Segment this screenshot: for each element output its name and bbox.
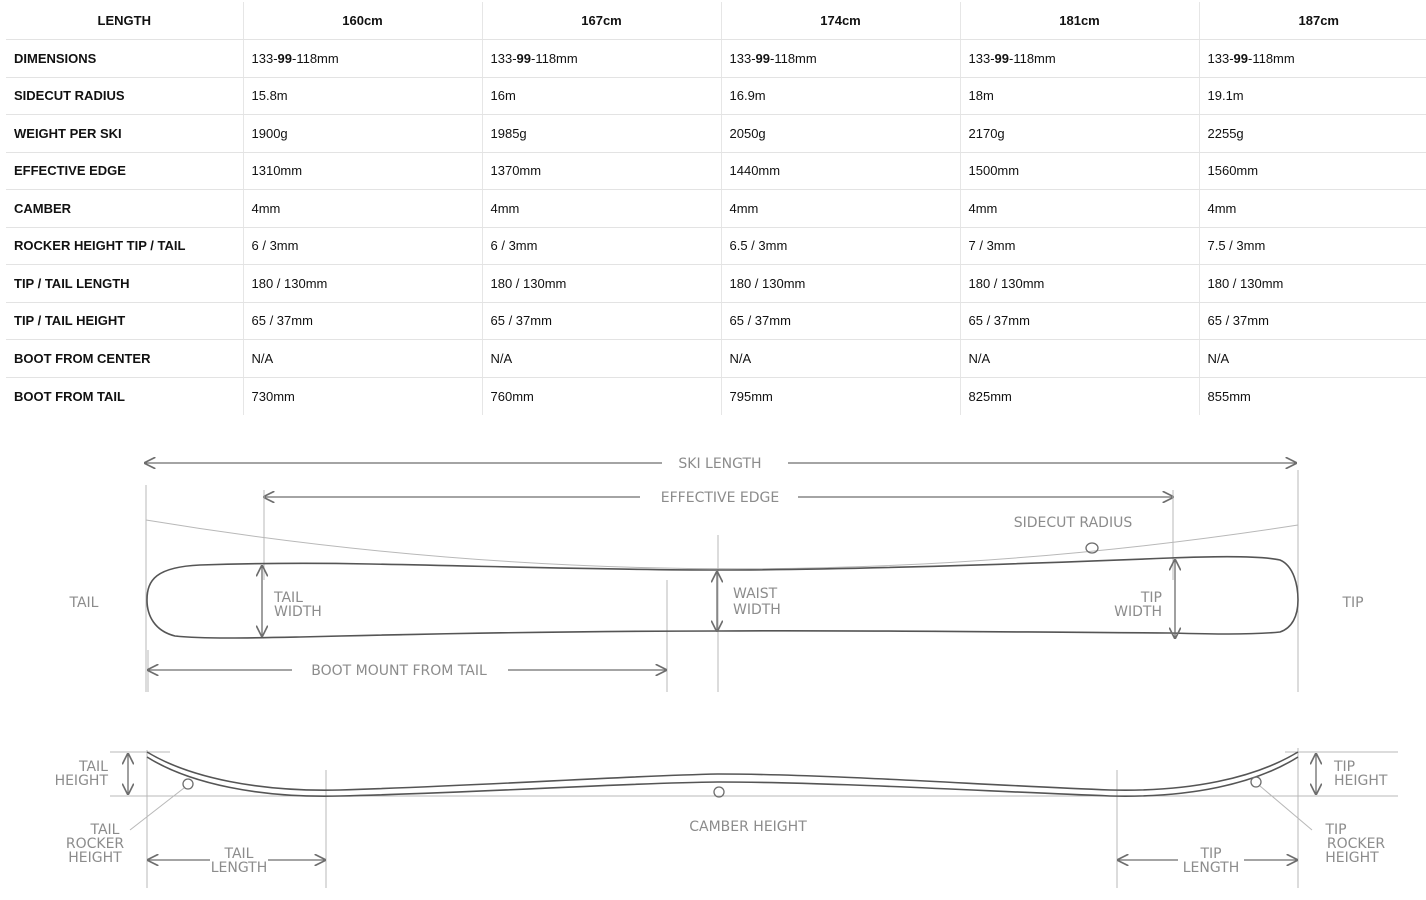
table-header-row [6,2,1426,40]
dimension-tip: 133- [1207,50,1234,66]
tip-length-dimension [1118,846,1297,876]
table-cell: 4mm [482,190,721,228]
row-label: DIMENSIONS [6,40,243,78]
table-cell: 1310mm [243,152,482,190]
table-cell: 180 / 130mm [243,265,482,303]
tail-rocker-label-1: TAIL [90,822,120,838]
table-row-tip-tail-length [6,265,1426,303]
dimension-tail: -118mm [770,50,817,66]
row-label: BOOT FROM TAIL [6,377,243,415]
ski-length-label: SKI LENGTH [678,456,762,472]
table-cell: 4mm [243,190,482,228]
dimension-tail: -118mm [292,50,339,66]
tip-width-label-2: WIDTH [1114,604,1162,620]
boot-mount-label: BOOT MOUNT FROM TAIL [311,663,487,679]
dimension-tail: -118mm [531,50,578,66]
tail-rocker-label-2: ROCKER [65,836,125,852]
row-label: TIP / TAIL LENGTH [6,265,243,303]
ski-diagram [0,430,1426,900]
table-row-tip-tail-height [6,302,1426,340]
table-cell: 4mm [1199,190,1426,228]
table-cell: N/A [482,340,721,378]
dimension-waist: 99 [516,50,531,66]
sidecut-radius-label: SIDECUT RADIUS [1013,515,1133,531]
tip-height-label-2: HEIGHT [1334,773,1388,789]
table-cell: 65 / 37mm [1199,302,1426,340]
row-label: WEIGHT PER SKI [6,115,243,153]
tail-width-dimension [262,566,322,636]
effective-edge-dimension [264,490,1173,506]
table-cell: 65 / 37mm [721,302,960,340]
table-cell [1199,40,1426,78]
header-size: 174cm [721,2,960,40]
dimension-tip: 133- [729,50,756,66]
table-cell: 825mm [960,377,1199,415]
camber-height-label: CAMBER HEIGHT [689,819,807,835]
header-size: 181cm [960,2,1199,40]
tail-width-label-2: WIDTH [274,604,322,620]
table-cell: 18m [960,77,1199,115]
table-row-camber [6,190,1426,228]
table-cell: 2255g [1199,115,1426,153]
row-label: EFFECTIVE EDGE [6,152,243,190]
tip-rocker-label-3: HEIGHT [1325,850,1379,866]
row-label: TIP / TAIL HEIGHT [6,302,243,340]
table-cell: 760mm [482,377,721,415]
tail-rocker-marker [183,779,193,789]
dimension-waist: 99 [1233,50,1248,66]
sidecut-radius-arc [146,515,1298,569]
table-cell: 1370mm [482,152,721,190]
table-cell: 6 / 3mm [243,227,482,265]
dimension-tail: -118mm [1009,50,1056,66]
tip-width-label-1: TIP [1140,590,1162,606]
tail-rocker-label-3: HEIGHT [68,850,122,866]
dimension-waist: 99 [994,50,1009,66]
table-row-rocker-height [6,227,1426,265]
table-cell: 16.9m [721,77,960,115]
table-cell: 1500mm [960,152,1199,190]
table-row-sidecut-radius [6,77,1426,115]
table-cell: 19.1m [1199,77,1426,115]
table-cell [482,40,721,78]
dimension-tail: -118mm [1248,50,1295,66]
table-cell: N/A [1199,340,1426,378]
dimension-waist: 99 [277,50,292,66]
table-cell: 6 / 3mm [482,227,721,265]
table-cell: 1560mm [1199,152,1426,190]
table-cell: 65 / 37mm [960,302,1199,340]
table-cell: 65 / 37mm [243,302,482,340]
table-cell: 855mm [1207,388,1251,404]
waist-width-dimension [717,572,781,631]
tail-rocker-label [66,822,125,866]
table-cell [243,40,482,78]
header-size: 167cm [482,2,721,40]
tip-rocker-label-1: TIP [1325,822,1347,838]
table-cell: 15.8m [243,77,482,115]
tail-length-dimension [148,846,325,876]
header-length: LENGTH [6,2,243,40]
dimension-waist: 99 [755,50,770,66]
tail-length-label-2: LENGTH [210,860,268,876]
tail-height-label-2: HEIGHT [54,773,108,789]
table-cell: 2170g [960,115,1199,153]
table-cell: 180 / 130mm [1199,265,1426,303]
table-cell [960,40,1199,78]
table-cell: N/A [243,340,482,378]
table-cell: 1440mm [721,152,960,190]
ski-spec-table [6,2,1426,415]
table-cell: 1985g [482,115,721,153]
tail-height-dimension [55,754,128,794]
tip-length-label-2: LENGTH [1182,860,1240,876]
dimension-tip: 133- [968,50,995,66]
row-label: SIDECUT RADIUS [6,77,243,115]
table-row-weight [6,115,1426,153]
effective-edge-label: EFFECTIVE EDGE [660,490,780,506]
table-cell: 730mm [243,377,482,415]
tip-length-label-1: TIP [1200,846,1222,862]
tail-width-label-1: TAIL [274,590,303,606]
table-row-boot-from-center [6,340,1426,378]
table-cell: N/A [721,340,960,378]
table-cell: 16m [482,77,721,115]
tip-label: TIP [1342,595,1364,611]
tip-rocker-label-2: ROCKER [1326,836,1386,852]
table-cell: 65 / 37mm [482,302,721,340]
table-cell: 4mm [721,190,960,228]
dimension-tip: 133- [490,50,517,66]
ski-length-dimension [145,456,1296,472]
row-label: CAMBER [6,190,243,228]
waist-width-label-2: WIDTH [733,602,781,618]
table-cell: 6.5 / 3mm [721,227,960,265]
row-label: BOOT FROM CENTER [6,340,243,378]
table-cell: 180 / 130mm [482,265,721,303]
table-cell: 180 / 130mm [721,265,960,303]
tail-height-label-1: TAIL [79,759,108,775]
header-size: 160cm [243,2,482,40]
table-cell [721,40,960,78]
table-row-effective-edge [6,152,1426,190]
table-row-boot-from-tail [6,377,1426,415]
tail-label: TAIL [69,595,99,611]
table-cell: 4mm [960,190,1199,228]
boot-mount-dimension [148,663,666,679]
table-cell: 180 / 130mm [960,265,1199,303]
table-cell: N/A [960,340,1199,378]
waist-width-label-1: WAIST [733,586,778,602]
table-cell: 7.5 / 3mm [1199,227,1426,265]
table-row-dimensions [6,40,1426,78]
row-label: ROCKER HEIGHT TIP / TAIL [6,227,243,265]
tip-rocker-label [1324,822,1385,866]
dimension-tip: 133- [251,50,278,66]
header-size: 187cm [1199,2,1426,40]
table-cell: 7 / 3mm [960,227,1199,265]
table-cell: 795mm [721,377,960,415]
tail-length-label-1: TAIL [224,846,254,862]
table-cell: 1900g [243,115,482,153]
table-cell: 2050g [721,115,960,153]
ski-side-profile [147,752,1298,796]
tip-rocker-marker [1251,777,1261,787]
tip-width-dimension [1114,560,1175,638]
tip-height-label-1: TIP [1334,759,1356,775]
tip-height-dimension [1316,754,1388,794]
